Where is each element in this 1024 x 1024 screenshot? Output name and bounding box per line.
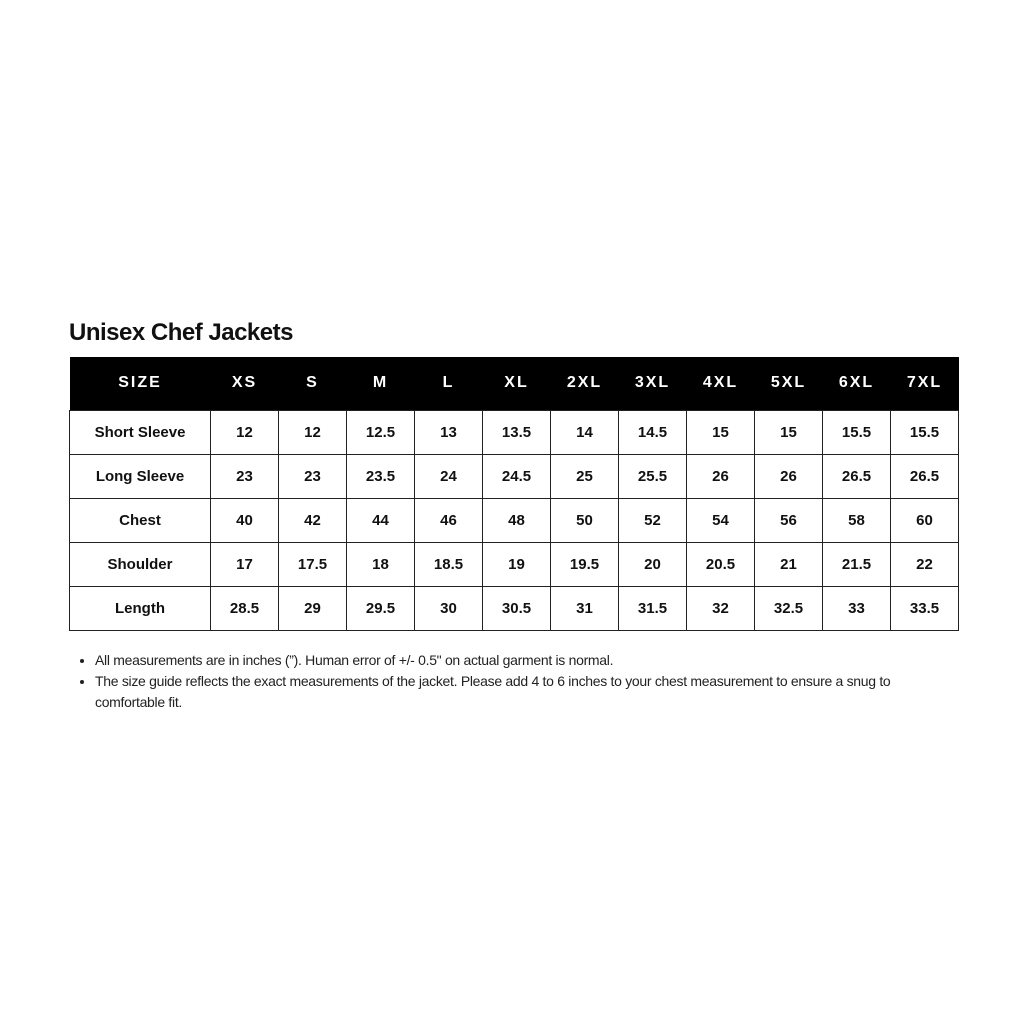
table-row-length	[70, 586, 959, 630]
table-cell: 32	[687, 586, 755, 630]
table-cell: 26	[755, 454, 823, 498]
table-cell: 33	[823, 586, 891, 630]
table-row-short-sleeve	[70, 410, 959, 454]
table-cell: 26.5	[823, 454, 891, 498]
table-cell: 15	[687, 410, 755, 454]
table-cell: 20	[619, 542, 687, 586]
table-cell: 22	[891, 542, 959, 586]
table-cell: 44	[347, 498, 415, 542]
header-cell: XS	[231, 374, 258, 392]
table-cell: 24	[415, 454, 483, 498]
table-header-row	[70, 357, 959, 410]
header-cell-size: SIZE	[118, 374, 162, 392]
table-cell: 26	[687, 454, 755, 498]
table-cell: 42	[279, 498, 347, 542]
note-item: • The size guide reflects the exact measurements of the jacket. Please add 4 to 6 inches to your chest measurement to ensure a snug to comfortable fit.	[95, 671, 895, 713]
header-cell: L	[442, 374, 455, 392]
header-cell: M	[372, 374, 389, 392]
row-label: Length	[70, 586, 211, 630]
table-cell: 24.5	[483, 454, 551, 498]
notes-list	[76, 650, 895, 713]
table-cell: 20.5	[687, 542, 755, 586]
row-label: Short Sleeve	[70, 410, 211, 454]
table-cell: 18	[347, 542, 415, 586]
table-cell: 46	[415, 498, 483, 542]
table-cell: 23	[211, 454, 279, 498]
note-item: • All measurements are in inches (”). Human error of +/- 0.5" on actual garment is normal.	[95, 650, 895, 671]
table-cell: 14.5	[619, 410, 687, 454]
table-cell: 56	[755, 498, 823, 542]
table-cell: 14	[551, 410, 619, 454]
table-cell: 18.5	[415, 542, 483, 586]
table-cell: 25.5	[619, 454, 687, 498]
table-cell: 31.5	[619, 586, 687, 630]
header-cell: S	[306, 374, 319, 392]
header-cell: 3XL	[634, 374, 671, 392]
page-title: Unisex Chef Jackets	[69, 319, 293, 346]
table-cell: 40	[211, 498, 279, 542]
table-cell: 28.5	[211, 586, 279, 630]
table-cell: 50	[551, 498, 619, 542]
header-cell: 6XL	[838, 374, 875, 392]
table-cell: 29	[279, 586, 347, 630]
table-cell: 19.5	[551, 542, 619, 586]
table-cell: 23	[279, 454, 347, 498]
table-cell: 17.5	[279, 542, 347, 586]
table-cell: 60	[891, 498, 959, 542]
table-cell: 30	[415, 586, 483, 630]
table-cell: 12.5	[347, 410, 415, 454]
table-cell: 25	[551, 454, 619, 498]
header-cell: 7XL	[906, 374, 943, 392]
table-cell: 13.5	[483, 410, 551, 454]
header-cell: 2XL	[566, 374, 603, 392]
table-cell: 31	[551, 586, 619, 630]
table-cell: 12	[279, 410, 347, 454]
row-label: Long Sleeve	[70, 454, 211, 498]
table-cell: 13	[415, 410, 483, 454]
header-cell: 5XL	[770, 374, 807, 392]
table-cell: 23.5	[347, 454, 415, 498]
header-cell: 4XL	[702, 374, 739, 392]
table-cell: 21	[755, 542, 823, 586]
table-cell: 58	[823, 498, 891, 542]
table-cell: 15	[755, 410, 823, 454]
table-row-long-sleeve	[70, 454, 959, 498]
header-cell: XL	[504, 374, 529, 392]
table-cell: 17	[211, 542, 279, 586]
table-cell: 29.5	[347, 586, 415, 630]
table-cell: 32.5	[755, 586, 823, 630]
table-cell: 26.5	[891, 454, 959, 498]
table-cell: 33.5	[891, 586, 959, 630]
table-cell: 48	[483, 498, 551, 542]
table-row-shoulder	[70, 542, 959, 586]
table-cell: 19	[483, 542, 551, 586]
table-cell: 15.5	[891, 410, 959, 454]
row-label: Chest	[70, 498, 211, 542]
row-label: Shoulder	[70, 542, 211, 586]
table-cell: 15.5	[823, 410, 891, 454]
table-cell: 54	[687, 498, 755, 542]
size-chart-table	[69, 357, 959, 631]
table-cell: 52	[619, 498, 687, 542]
table-cell: 12	[211, 410, 279, 454]
table-cell: 30.5	[483, 586, 551, 630]
table-cell: 21.5	[823, 542, 891, 586]
table-row-chest	[70, 498, 959, 542]
